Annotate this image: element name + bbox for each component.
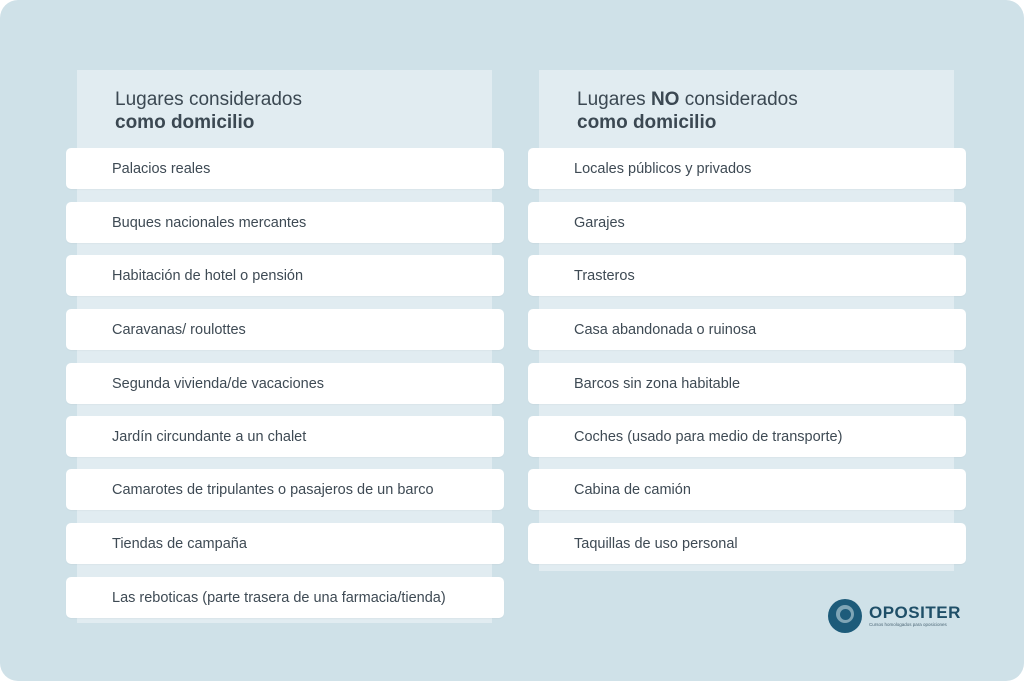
list-item: Palacios reales [66,148,504,189]
list-item: Jardín circundante a un chalet [66,416,504,457]
list-item: Locales públicos y privados [528,148,966,189]
not-considered-heading [577,88,798,134]
considered-heading-line2: como domicilio [115,112,255,133]
not-considered-heading-post: considerados [679,89,798,110]
list-item: Cabina de camión [528,469,966,510]
list-item: Taquillas de uso personal [528,523,966,564]
list-item: Casa abandonada o ruinosa [528,309,966,350]
logo-tagline: Cursos homologados para oposiciones [869,622,947,627]
list-item: Las reboticas (parte trasera de una farmacia/tienda) [66,577,504,618]
list-item: Garajes [528,202,966,243]
considered-heading [115,88,302,134]
list-item: Barcos sin zona habitable [528,363,966,404]
list-item: Caravanas/ roulottes [66,309,504,350]
list-item: Coches (usado para medio de transporte) [528,416,966,457]
list-item: Camarotes de tripulantes o pasajeros de un barco [66,469,504,510]
list-item: Buques nacionales mercantes [66,202,504,243]
logo-name: OPOSITER [869,603,961,622]
list-item: Tiendas de campaña [66,523,504,564]
not-considered-heading-line2: como domicilio [577,112,717,133]
not-considered-heading-pre: Lugares [577,89,651,110]
opositer-logo [828,598,961,634]
considered-heading-line1: Lugares considerados [115,89,302,110]
opositer-logo-icon [828,599,862,633]
not-considered-heading-no: NO [650,89,680,110]
list-item: Habitación de hotel o pensión [66,255,504,296]
list-item: Segunda vivienda/de vacaciones [66,363,504,404]
list-item: Trasteros [528,255,966,296]
